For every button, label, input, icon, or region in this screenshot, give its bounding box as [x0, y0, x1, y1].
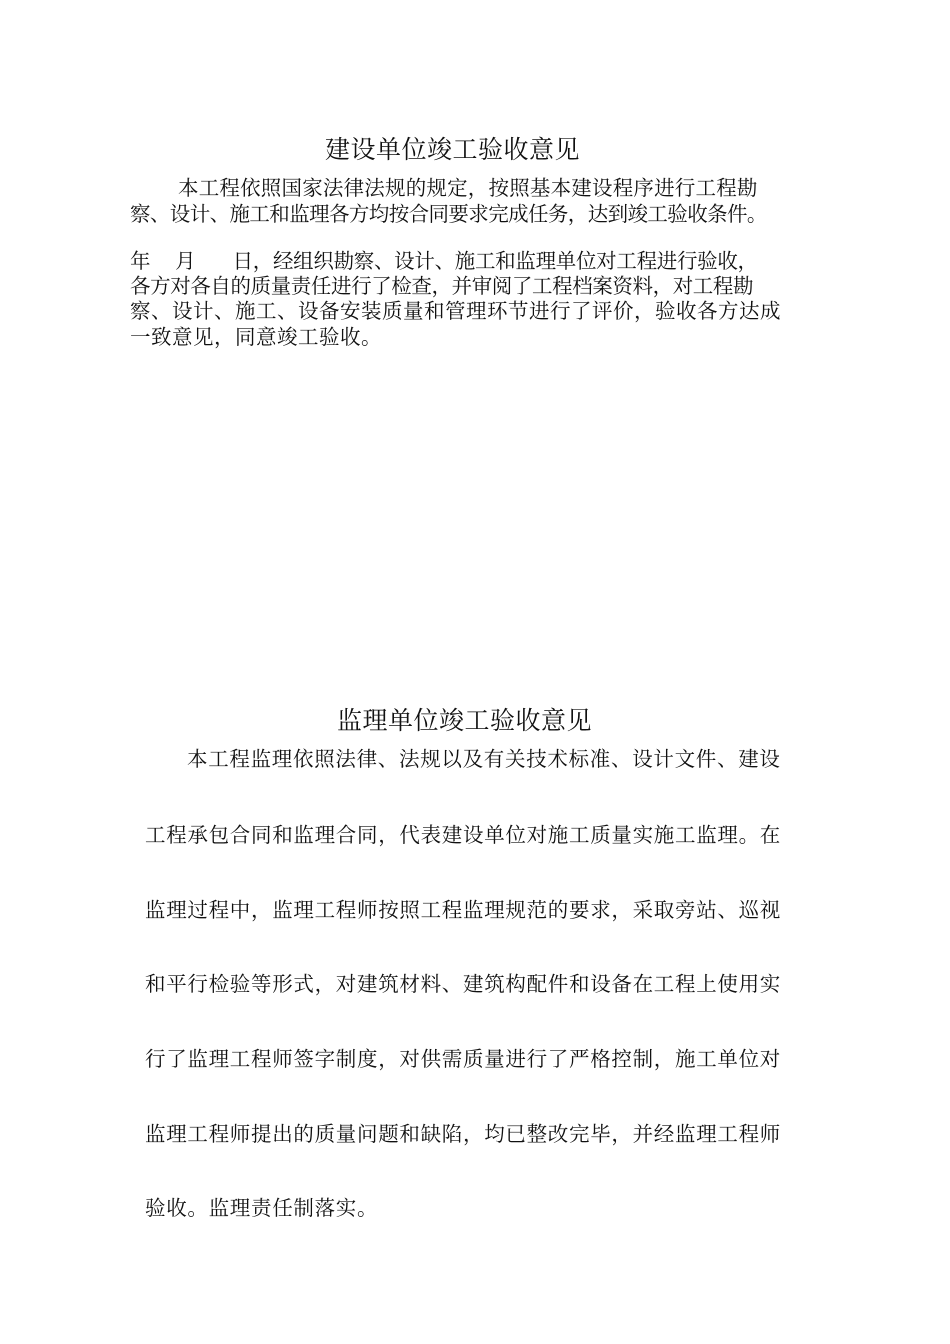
- paragraph-line: 本工程依照国家法律法规的规定，按照基本建设程序进行工程勘: [178, 176, 758, 200]
- paragraph-line: 年 月 日，经组织勘察、设计、施工和监理单位对工程进行验收，: [130, 249, 758, 273]
- paragraph-line: 察、设计、施工、设备安装质量和管理环节进行了评价，验收各方达成: [130, 299, 781, 323]
- paragraph-line: 验收。监理责任制落实。: [145, 1196, 379, 1220]
- paragraph-line: 察、设计、施工和监理各方均按合同要求完成任务，达到竣工验收条件。: [130, 202, 767, 226]
- paragraph-line: 工程承包合同和监理合同，代表建设单位对施工质量实施工监理。在: [145, 823, 781, 847]
- paragraph-line: 监理过程中，监理工程师按照工程监理规范的要求，采取旁站、巡视: [145, 898, 781, 922]
- supervision-unit-opinion-title: 监理单位竣工验收意见: [337, 706, 593, 735]
- paragraph-line: 行了监理工程师签字制度，对供需质量进行了严格控制，施工单位对: [145, 1047, 781, 1071]
- construction-unit-opinion-title: 建设单位竣工验收意见: [325, 135, 581, 164]
- paragraph-line: 各方对各自的质量责任进行了检查，并审阅了工程档案资料，对工程勘: [130, 274, 754, 298]
- paragraph-line: 本工程监理依照法律、法规以及有关技术标准、设计文件、建设: [187, 747, 781, 771]
- paragraph-line: 监理工程师提出的质量问题和缺陷，均已整改完毕，并经监理工程师: [145, 1122, 781, 1146]
- paragraph-line: 一致意见，同意竣工验收。: [130, 325, 382, 349]
- paragraph-line: 和平行检验等形式，对建筑材料、建筑构配件和设备在工程上使用实: [145, 972, 781, 996]
